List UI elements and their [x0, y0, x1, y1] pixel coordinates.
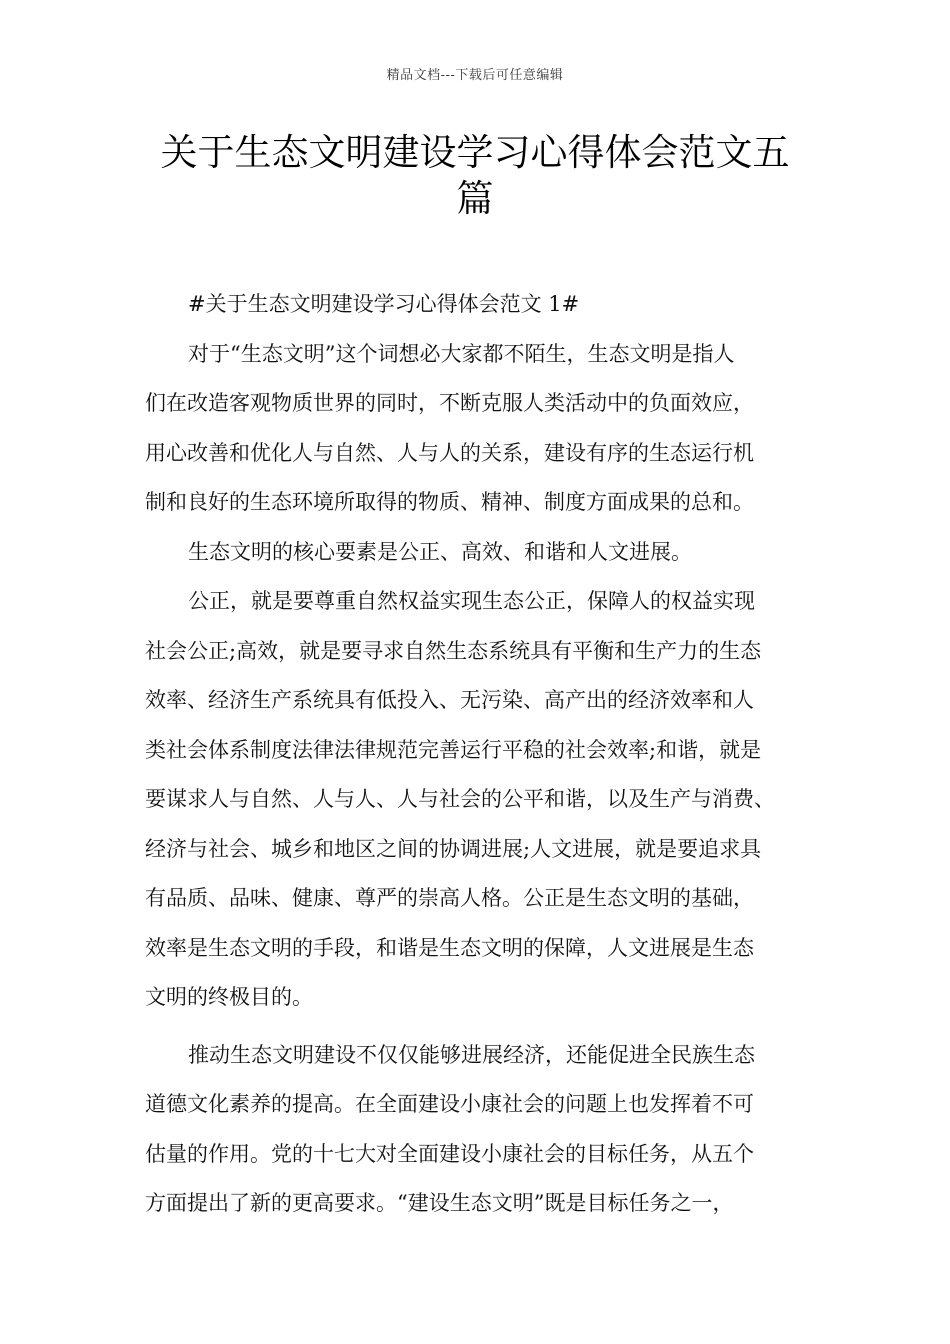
title-line-1: 关于生态文明建设学习心得体会范文五	[160, 131, 790, 174]
page-title	[140, 130, 810, 222]
paragraph-line: 道德文化素养的提高。在全面建设小康社会的问题上也发挥着不可	[145, 1092, 754, 1116]
paragraph-line: 方面提出了新的更高要求。“建设生态文明”既是目标任务之一，	[145, 1191, 734, 1215]
paragraph-line: 们在改造客观物质世界的同时，不断克服人类活动中的负面效应，	[145, 391, 754, 415]
title-line-2: 篇	[456, 177, 494, 220]
paragraph-line: 用心改善和优化人与自然、人与人的关系，建设有序的生态运行机	[145, 440, 754, 465]
body-text	[145, 280, 825, 1229]
paragraph-line: 生态文明的核心要素是公正、高效、和谐和人文进展。	[188, 539, 692, 564]
paragraph-line: 估量的作用。党的十七大对全面建设小康社会的目标任务，从五个	[145, 1141, 754, 1166]
paragraph-gap	[145, 1023, 825, 1031]
header-note: 精品文档---下载后可任意编辑	[386, 68, 564, 83]
paragraph-line: 文明的终极目的。	[145, 985, 313, 1009]
paragraph-line: 要谋求人与自然、人与人、人与社会的公平和谐，以及生产与消费、	[145, 787, 775, 811]
paragraph-line: 对于“生态文明”这个词想必大家都不陌生，生态文明是指人	[188, 341, 735, 366]
paragraph-line: 效率、经济生产系统具有低投入、无污染、高产出的经济效率和人	[145, 688, 754, 712]
paragraph-line: 社会公正;高效，就是要寻求自然生态系统具有平衡和生产力的生态	[145, 638, 762, 663]
paragraph-line: 推动生态文明建设不仅仅能够进展经济，还能促进全民族生态	[188, 1042, 755, 1067]
paragraph-line: 制和良好的生态环境所取得的物质、精神、制度方面成果的总和。	[145, 490, 754, 514]
paragraph-line: 有品质、品味、健康、尊严的崇高人格。公正是生态文明的基础，	[145, 886, 754, 910]
section-heading: #关于生态文明建设学习心得体会范文 1#	[188, 292, 580, 316]
paragraph-line: 类社会体系制度法律法律规范完善运行平稳的社会效率;和谐，就是	[145, 737, 762, 762]
paragraph-line: 公正，就是要尊重自然权益实现生态公正，保障人的权益实现	[188, 589, 755, 613]
paragraph-line: 经济与社会、城乡和地区之间的协调进展;人文进展，就是要追求具	[145, 836, 762, 861]
paragraph-line: 效率是生态文明的手段，和谐是生态文明的保障，人文进展是生态	[145, 935, 754, 960]
